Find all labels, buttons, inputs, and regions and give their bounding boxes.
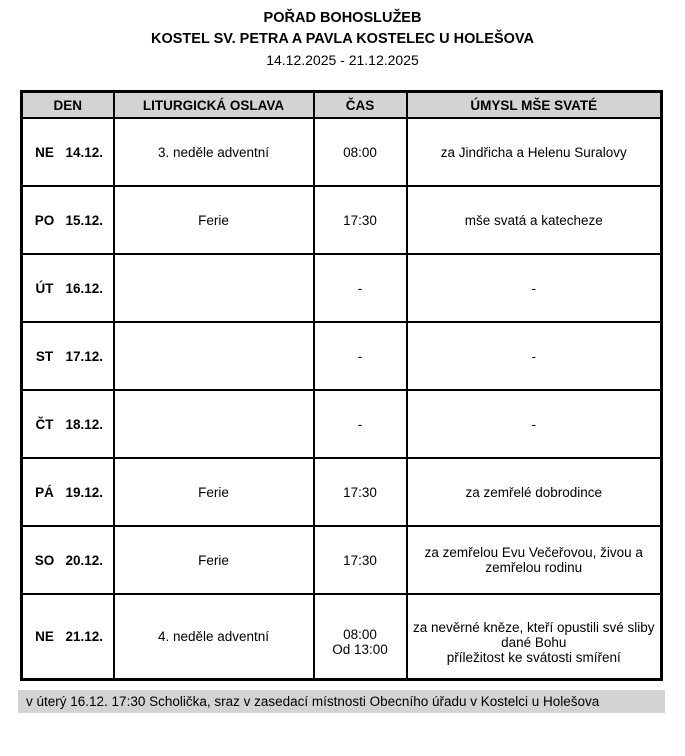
day-abbr: PO <box>34 212 55 228</box>
day-date: 21.12. <box>65 628 104 644</box>
day-date: 20.12. <box>65 552 104 568</box>
column-header-liturgicka-oslava: LITURGICKÁ OSLAVA <box>114 92 314 119</box>
intention-cell <box>407 458 662 526</box>
day-date: 14.12. <box>65 144 104 160</box>
intention-value: za Jindřicha a Helenu Suralovy <box>440 144 627 160</box>
time-cell <box>314 322 407 390</box>
day-cell <box>22 390 114 458</box>
celebration-cell: Ferie <box>114 186 314 254</box>
table-row <box>22 186 662 254</box>
day-date: 15.12. <box>65 212 104 228</box>
day-cell <box>22 526 114 594</box>
time-cell <box>314 390 407 458</box>
time-value: - <box>357 348 363 364</box>
time-value: Od 13:00 <box>332 642 388 658</box>
table-row <box>22 458 662 526</box>
time-value: 17:30 <box>343 484 377 500</box>
table-row <box>22 322 662 390</box>
intention-cell <box>407 594 662 679</box>
day-abbr: NE <box>35 144 54 160</box>
day-cell <box>22 594 114 679</box>
day-cell <box>22 254 114 322</box>
table-row <box>22 254 662 322</box>
intention-cell <box>407 322 662 390</box>
page-title: POŘAD BOHOSLUŽEB <box>263 10 422 26</box>
title-block <box>0 8 685 71</box>
footer-note: v úterý 16.12. 17:30 Scholička, sraz v zasedací místnosti Obecního úřadu v Kostelci u Holešova <box>18 690 665 713</box>
time-cell <box>314 526 407 594</box>
time-value: 08:00 <box>343 627 377 643</box>
celebration-cell <box>114 254 314 322</box>
celebration-cell <box>114 390 314 458</box>
intention-value: - <box>531 348 536 364</box>
time-cell <box>314 186 407 254</box>
day-date: 19.12. <box>65 484 104 500</box>
column-header-den: DEN <box>22 92 114 119</box>
celebration-cell <box>114 322 314 390</box>
celebration-cell: Ferie <box>114 526 314 594</box>
day-abbr: ČT <box>35 416 54 432</box>
day-date: 17.12. <box>65 348 104 364</box>
day-date: 16.12. <box>65 280 104 296</box>
intention-value: příležitost ke svátosti smíření <box>446 649 621 665</box>
time-cell <box>314 594 407 679</box>
intention-cell <box>407 390 662 458</box>
day-abbr: SO <box>34 552 55 568</box>
time-value: 17:30 <box>343 552 377 568</box>
day-cell <box>22 458 114 526</box>
intention-value: - <box>531 416 536 432</box>
page-subtitle: KOSTEL SV. PETRA A PAVLA KOSTELEC U HOLEŠOVA <box>151 31 534 47</box>
day-abbr: PÁ <box>35 484 54 500</box>
table-header-row <box>22 92 662 119</box>
column-header-cas: ČAS <box>314 92 407 119</box>
intention-cell <box>407 118 662 186</box>
celebration-cell: Ferie <box>114 458 314 526</box>
table-row <box>22 526 662 594</box>
date-range: 14.12.2025 - 21.12.2025 <box>266 52 419 68</box>
intention-value: za nevěrné kněze, kteří opustili své sliby dané Bohu <box>412 619 655 650</box>
time-value: 17:30 <box>343 212 377 228</box>
time-cell <box>314 118 407 186</box>
intention-value: za zemřelé dobrodince <box>465 484 603 500</box>
time-cell <box>314 254 407 322</box>
celebration-cell: 4. neděle adventní <box>114 594 314 679</box>
time-value: - <box>357 280 363 296</box>
day-abbr: NE <box>35 628 54 644</box>
day-abbr: ÚT <box>35 280 54 296</box>
table-row <box>22 390 662 458</box>
intention-cell <box>407 526 662 594</box>
day-date: 18.12. <box>65 416 104 432</box>
celebration-cell: 3. neděle adventní <box>114 118 314 186</box>
column-header-umysl-mse-svate: ÚMYSL MŠE SVATÉ <box>407 92 662 119</box>
table-row <box>22 118 662 186</box>
intention-value: za zemřelou Evu Večeřovou, živou a zemřelou rodinu <box>424 545 643 575</box>
intention-cell <box>407 254 662 322</box>
time-cell <box>314 458 407 526</box>
day-cell <box>22 118 114 186</box>
intention-cell <box>407 186 662 254</box>
intention-value: mše svatá a katecheze <box>464 212 603 228</box>
day-cell <box>22 322 114 390</box>
table-row <box>22 594 662 679</box>
schedule-table <box>20 90 663 681</box>
time-value: - <box>357 416 363 432</box>
day-cell <box>22 186 114 254</box>
day-abbr: ST <box>35 348 54 364</box>
time-value: 08:00 <box>343 144 377 160</box>
intention-value: - <box>531 280 536 296</box>
